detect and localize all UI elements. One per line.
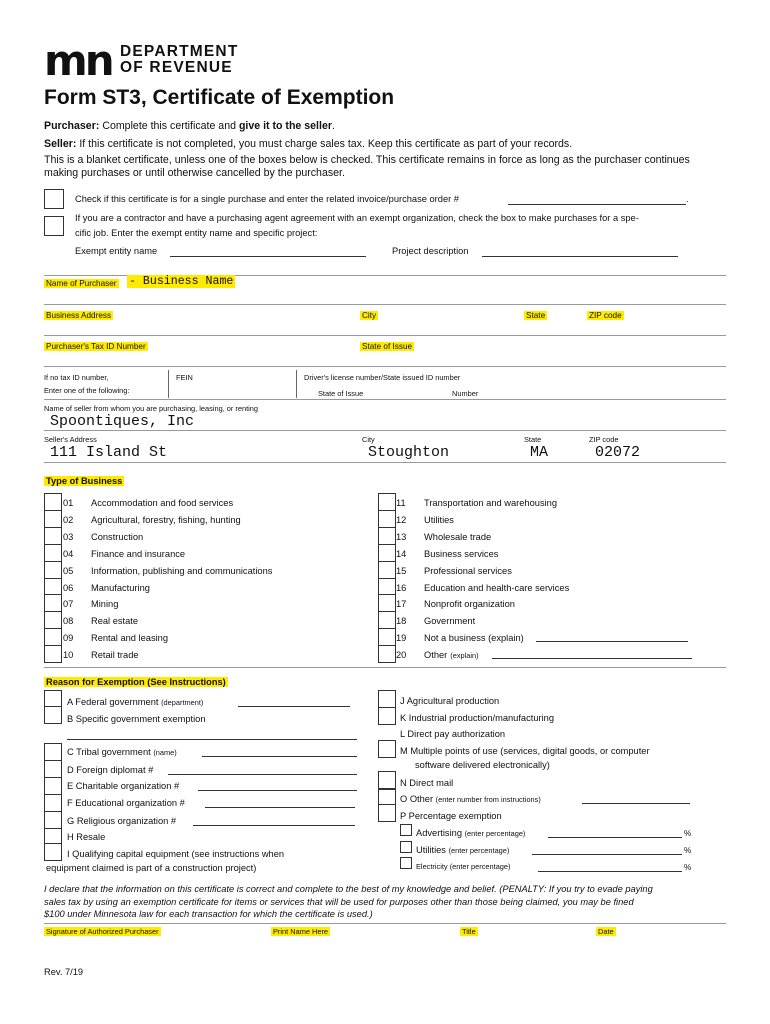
business-type-code: 11	[396, 498, 406, 508]
business-type-code: 12	[396, 515, 407, 525]
declaration-line-1: I declare that the information on this certificate is correct and complete to the best of my knowledge and belief. (PENALTY: If you try to evade paying	[44, 884, 653, 894]
department-of-revenue-logo	[120, 44, 239, 76]
reason-n-checkbox[interactable]	[378, 771, 396, 789]
electricity-percentage-field[interactable]	[538, 871, 682, 872]
date-label: Date	[598, 927, 614, 936]
advertising-percentage-field[interactable]	[548, 837, 682, 838]
business-type-code: 09	[63, 633, 74, 643]
business-type-10-checkbox[interactable]	[44, 645, 62, 663]
dl-number-label: Number	[452, 389, 479, 398]
business-type-code: 06	[63, 583, 74, 593]
divider	[44, 667, 726, 668]
seller-city-value[interactable]: Stoughton	[368, 444, 450, 461]
seller-address-label: Seller's Address	[44, 435, 97, 444]
project-description-label: Project description	[392, 246, 469, 256]
single-purchase-label: Check if this certificate is for a single purchase and enter the related invoice/purchase order #	[75, 194, 459, 204]
reason-e-label: E Charitable organization #	[67, 781, 180, 791]
drivers-license-label: Driver's license number/State issued ID number	[304, 373, 461, 382]
business-type-code: 02	[63, 515, 74, 525]
seller-city-label: City	[362, 435, 375, 444]
contractor-line-1: If you are a contractor and have a purchasing agent agreement with an exempt organization, check the box to make purchases for a spe-	[75, 213, 639, 223]
divider	[44, 462, 726, 463]
charitable-number-field[interactable]	[198, 790, 357, 791]
reason-e-checkbox[interactable]	[44, 777, 62, 795]
declaration-line-2: sales tax by using an exemption certificate for items or services that will be used for purposes other than those being claimed, you may be fined	[44, 897, 634, 907]
reason-j-checkbox[interactable]	[378, 690, 396, 708]
revision-footer: Rev. 7/19	[44, 967, 84, 977]
single-purchase-checkbox[interactable]	[44, 189, 64, 209]
business-type-05-checkbox[interactable]	[44, 561, 62, 579]
tribal-name-field[interactable]	[202, 756, 357, 757]
blanket-line-2: making purchases or until otherwise cancelled by the purchaser.	[44, 167, 345, 179]
advertising-checkbox[interactable]	[400, 824, 412, 836]
declaration-line-3: $100 under Minnesota law for each transaction for which the certificate is used.)	[44, 909, 373, 919]
electricity-label: Electricity (enter percentage)	[416, 862, 511, 871]
reason-b-label: B Specific government exemption	[67, 714, 206, 724]
invoice-number-field[interactable]	[508, 204, 686, 205]
exempt-entity-field[interactable]	[170, 256, 366, 257]
seller-zip-label: ZIP code	[589, 435, 619, 444]
government-exemption-field[interactable]	[67, 739, 357, 740]
business-type-label: Other (explain)	[424, 650, 479, 660]
reason-a-label: A Federal government (department)	[67, 697, 204, 707]
diplomat-number-field[interactable]	[168, 774, 357, 775]
reason-heading: Reason for Exemption (See Instructions)	[46, 677, 226, 687]
business-type-label: Real estate	[91, 616, 139, 626]
reason-n-label: N Direct mail	[400, 778, 454, 788]
business-type-label: Education and health-care services	[424, 583, 570, 593]
not-business-explain-field[interactable]	[536, 641, 688, 642]
seller-state-label: State	[524, 435, 542, 444]
business-type-code: 05	[63, 566, 74, 576]
business-type-03-checkbox[interactable]	[44, 527, 62, 545]
business-type-label: Finance and insurance	[91, 549, 186, 559]
reason-k-label: K Industrial production/manufacturing	[400, 713, 555, 723]
business-type-code: 14	[396, 549, 407, 559]
business-type-code: 17	[396, 599, 407, 609]
reason-i-line-2: equipment claimed is part of a construction project)	[46, 863, 257, 873]
seller-name-value[interactable]: Spoontiques, Inc	[50, 413, 195, 430]
business-type-label: Wholesale trade	[424, 532, 492, 542]
business-type-code: 01	[63, 498, 74, 508]
advertising-label: Advertising (enter percentage)	[416, 828, 526, 838]
business-type-15-checkbox[interactable]	[378, 561, 396, 579]
business-type-label: Construction	[91, 532, 144, 542]
blanket-line-1: This is a blanket certificate, unless one of the boxes below is checked. This certificate remains in force as long as the purchaser continues	[44, 154, 690, 166]
business-address-label: Business Address	[46, 311, 112, 320]
reason-d-checkbox[interactable]	[44, 760, 62, 778]
other-explain-field[interactable]	[492, 658, 692, 659]
reason-m-line-1: M Multiple points of use (services, digital goods, or computer	[400, 746, 650, 756]
seller-address-value[interactable]: 111 Island St	[50, 444, 168, 461]
reason-c-label: C Tribal government (name)	[67, 747, 177, 757]
electricity-checkbox[interactable]	[400, 857, 412, 869]
purchaser-bold: give it to the seller	[238, 120, 332, 132]
logo-line-2: OF REVENUE	[120, 59, 233, 76]
business-type-07-checkbox[interactable]	[44, 594, 62, 612]
exempt-entity-label: Exempt entity name	[75, 246, 158, 256]
seller-text: If this certificate is not completed, you must charge sales tax. Keep this certificate as part of your records.	[79, 138, 573, 150]
business-type-label: Government	[424, 616, 476, 626]
utilities-label: Utilities (enter percentage)	[416, 845, 510, 855]
purchaser-end: .	[331, 120, 335, 132]
divider	[44, 923, 726, 924]
reason-f-label: F Educational organization #	[67, 798, 185, 808]
no-tax-id-line-1: If no tax ID number,	[44, 373, 109, 382]
purchaser-name-value[interactable]: - Business Name	[129, 275, 234, 288]
business-type-label: Professional services	[424, 566, 512, 576]
divider	[44, 399, 726, 400]
reason-i-checkbox[interactable]	[44, 843, 62, 861]
business-type-13-checkbox[interactable]	[378, 527, 396, 545]
divider	[44, 430, 726, 431]
tax-id-label: Purchaser's Tax ID Number	[46, 342, 146, 351]
business-type-code: 04	[63, 549, 74, 559]
purchaser-name-label: Name of Purchaser	[46, 279, 117, 288]
business-type-label: Not a business (explain)	[424, 633, 524, 643]
project-description-field[interactable]	[482, 256, 678, 257]
purchaser-state-label: State	[526, 311, 546, 320]
business-type-20-checkbox[interactable]	[378, 645, 396, 663]
print-name-label: Print Name Here	[273, 927, 329, 936]
business-type-18-checkbox[interactable]	[378, 611, 396, 629]
other-number-field[interactable]	[582, 803, 690, 804]
reason-m-checkbox[interactable]	[378, 740, 396, 758]
dl-state-of-issue-label: State of Issue	[318, 389, 364, 398]
reason-f-checkbox[interactable]	[44, 794, 62, 812]
purchaser-zip-label: ZIP code	[589, 311, 622, 320]
no-tax-id-line-2: Enter one of the following:	[44, 386, 130, 395]
seller-state-value[interactable]: MA	[530, 444, 549, 461]
business-type-label: Accommodation and food services	[91, 498, 234, 508]
contractor-line-2: cific job. Enter the exempt entity name and specific project:	[75, 228, 318, 238]
reason-p-checkbox[interactable]	[378, 804, 396, 822]
business-type-code: 18	[396, 616, 407, 626]
seller-zip-value[interactable]: 02072	[595, 444, 641, 461]
purchaser-instruction	[44, 119, 335, 133]
logo-line-1: DEPARTMENT	[120, 43, 239, 60]
business-type-label: Mining	[91, 599, 119, 609]
reason-j-label: J Agricultural production	[400, 696, 500, 706]
seller-label: Seller:	[44, 138, 77, 150]
business-type-code: 03	[63, 532, 74, 542]
reason-o-label: O Other (enter number from instructions)	[400, 794, 541, 804]
business-type-label: Rental and leasing	[91, 633, 169, 643]
business-type-code: 15	[396, 566, 407, 576]
form-title: Form ST3, Certificate of Exemption	[44, 86, 395, 109]
business-type-label: Information, publishing and communications	[91, 566, 273, 576]
business-type-label: Manufacturing	[91, 583, 150, 593]
purchaser-text: Complete this certificate and	[102, 120, 236, 132]
reason-b-checkbox[interactable]	[44, 706, 62, 724]
business-type-09-checkbox[interactable]	[44, 628, 62, 646]
business-type-label: Agricultural, forestry, fishing, hunting	[91, 515, 241, 525]
mn-logo-mark: mn	[44, 36, 112, 85]
business-type-17-checkbox[interactable]	[378, 594, 396, 612]
business-type-code: 16	[396, 583, 407, 593]
business-type-19-checkbox[interactable]	[378, 628, 396, 646]
business-type-04-checkbox[interactable]	[44, 544, 62, 562]
seller-name-label: Name of seller from whom you are purchasing, leasing, or renting	[44, 404, 259, 413]
business-type-code: 10	[63, 650, 74, 660]
utilities-checkbox[interactable]	[400, 841, 412, 853]
business-type-code: 20	[396, 650, 407, 660]
reason-l-label: L Direct pay authorization	[400, 729, 506, 739]
reason-m-line-2: software delivered electronically)	[415, 760, 550, 770]
federal-department-field[interactable]	[238, 706, 350, 707]
business-type-01-checkbox[interactable]	[44, 493, 62, 511]
fein-label: FEIN	[176, 373, 193, 382]
reason-h-label: H Resale	[67, 832, 106, 842]
religious-number-field[interactable]	[193, 825, 355, 826]
utilities-percentage-field[interactable]	[532, 854, 682, 855]
purchaser-city-label: City	[362, 311, 377, 320]
seller-instruction	[44, 137, 572, 151]
business-type-code: 13	[396, 532, 407, 542]
reason-g-checkbox[interactable]	[44, 811, 62, 829]
divider	[44, 366, 726, 367]
business-type-label: Nonprofit organization	[424, 599, 515, 609]
signature-label: Signature of Authorized Purchaser	[46, 927, 159, 936]
business-type-code: 19	[396, 633, 407, 643]
reason-g-label: G Religious organization #	[67, 816, 177, 826]
business-type-02-checkbox[interactable]	[44, 510, 62, 528]
business-type-14-checkbox[interactable]	[378, 544, 396, 562]
business-type-12-checkbox[interactable]	[378, 510, 396, 528]
reason-p-label: P Percentage exemption	[400, 811, 502, 821]
divider	[44, 304, 726, 305]
title-label: Title	[462, 927, 476, 936]
reason-d-label: D Foreign diplomat #	[67, 765, 154, 775]
type-of-business-heading: Type of Business	[46, 476, 123, 486]
purchaser-label: Purchaser:	[44, 120, 100, 132]
business-type-label: Business services	[424, 549, 499, 559]
business-type-label: Transportation and warehousing	[424, 498, 557, 508]
divider	[44, 335, 726, 336]
business-type-08-checkbox[interactable]	[44, 611, 62, 629]
reason-c-checkbox[interactable]	[44, 743, 62, 761]
state-of-issue-label: State of Issue	[362, 342, 413, 351]
business-type-label: Retail trade	[91, 650, 139, 660]
business-type-code: 08	[63, 616, 74, 626]
business-type-label: Utilities	[424, 515, 454, 525]
reason-k-checkbox[interactable]	[378, 707, 396, 725]
business-type-11-checkbox[interactable]	[378, 493, 396, 511]
business-type-code: 07	[63, 599, 74, 609]
contractor-checkbox[interactable]	[44, 216, 64, 236]
reason-i-line-1: I Qualifying capital equipment (see instructions when	[67, 849, 285, 859]
educational-number-field[interactable]	[205, 807, 355, 808]
